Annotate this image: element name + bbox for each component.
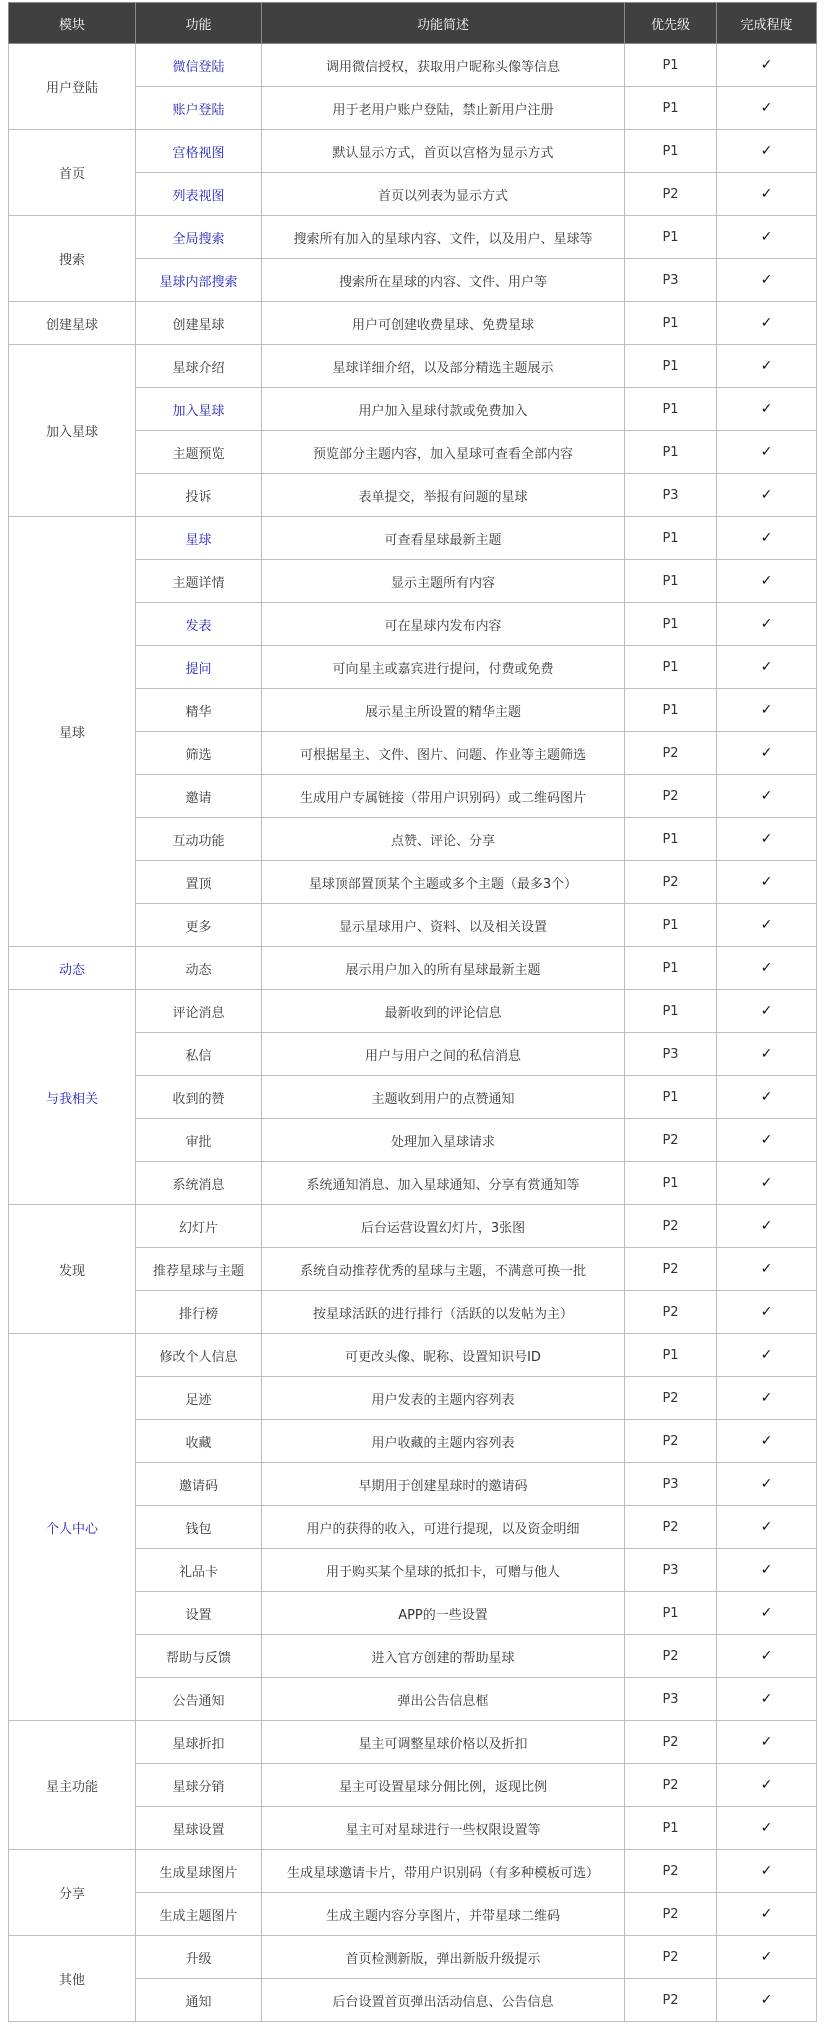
table-row — [9, 216, 817, 259]
table-row — [9, 345, 817, 388]
module-cell[interactable]: 个人中心 — [9, 1334, 136, 1721]
feature-cell: 系统消息 — [136, 1162, 262, 1205]
check-icon: ✓ — [717, 1979, 817, 2022]
feature-cell: 通知 — [136, 1979, 262, 2022]
priority-cell: P2 — [625, 1635, 717, 1678]
description-cell: 弹出公告信息框 — [262, 1678, 625, 1721]
feature-table — [8, 2, 817, 2022]
priority-cell: P3 — [625, 1463, 717, 1506]
priority-cell: P1 — [625, 1162, 717, 1205]
check-icon: ✓ — [717, 173, 817, 216]
check-icon: ✓ — [717, 1678, 817, 1721]
feature-link[interactable]: 发表 — [136, 603, 262, 646]
feature-cell: 钱包 — [136, 1506, 262, 1549]
priority-cell: P2 — [625, 775, 717, 818]
feature-link[interactable]: 星球 — [136, 517, 262, 560]
feature-link[interactable]: 列表视图 — [136, 173, 262, 216]
priority-cell: P2 — [625, 1119, 717, 1162]
priority-cell: P1 — [625, 431, 717, 474]
description-cell: 后台运营设置幻灯片，3张图 — [262, 1205, 625, 1248]
module-cell: 创建星球 — [9, 302, 136, 345]
priority-cell: P2 — [625, 1936, 717, 1979]
check-icon: ✓ — [717, 1893, 817, 1936]
priority-cell: P1 — [625, 904, 717, 947]
check-icon: ✓ — [717, 603, 817, 646]
feature-cell: 投诉 — [136, 474, 262, 517]
feature-cell: 邀请码 — [136, 1463, 262, 1506]
priority-cell: P1 — [625, 216, 717, 259]
feature-cell: 星球分销 — [136, 1764, 262, 1807]
check-icon: ✓ — [717, 1764, 817, 1807]
header-module: 模块 — [9, 3, 136, 44]
description-cell: 用户可创建收费星球、免费星球 — [262, 302, 625, 345]
priority-cell: P1 — [625, 44, 717, 87]
feature-cell: 私信 — [136, 1033, 262, 1076]
check-icon: ✓ — [717, 216, 817, 259]
priority-cell: P1 — [625, 646, 717, 689]
table-row — [9, 517, 817, 560]
check-icon: ✓ — [717, 517, 817, 560]
module-cell[interactable]: 与我相关 — [9, 990, 136, 1205]
description-cell: 生成用户专属链接（带用户识别码）或二维码图片 — [262, 775, 625, 818]
feature-cell: 设置 — [136, 1592, 262, 1635]
priority-cell: P1 — [625, 1334, 717, 1377]
check-icon: ✓ — [717, 1463, 817, 1506]
check-icon: ✓ — [717, 1807, 817, 1850]
priority-cell: P1 — [625, 1807, 717, 1850]
module-cell: 加入星球 — [9, 345, 136, 517]
description-cell: 处理加入星球请求 — [262, 1119, 625, 1162]
module-cell: 其他 — [9, 1936, 136, 2022]
check-icon: ✓ — [717, 1549, 817, 1592]
table-body — [9, 44, 817, 2022]
description-cell: 可更改头像、昵称、设置知识号ID — [262, 1334, 625, 1377]
check-icon: ✓ — [717, 431, 817, 474]
feature-cell: 置顶 — [136, 861, 262, 904]
description-cell: APP的一些设置 — [262, 1592, 625, 1635]
feature-cell: 精华 — [136, 689, 262, 732]
priority-cell: P2 — [625, 1893, 717, 1936]
priority-cell: P2 — [625, 861, 717, 904]
check-icon: ✓ — [717, 1119, 817, 1162]
check-icon: ✓ — [717, 1635, 817, 1678]
feature-cell: 排行榜 — [136, 1291, 262, 1334]
check-icon: ✓ — [717, 130, 817, 173]
priority-cell: P3 — [625, 1549, 717, 1592]
table-row — [9, 990, 817, 1033]
check-icon: ✓ — [717, 1334, 817, 1377]
feature-cell: 帮助与反馈 — [136, 1635, 262, 1678]
description-cell: 后台设置首页弹出活动信息、公告信息 — [262, 1979, 625, 2022]
description-cell: 进入官方创建的帮助星球 — [262, 1635, 625, 1678]
feature-cell: 收到的赞 — [136, 1076, 262, 1119]
check-icon: ✓ — [717, 1291, 817, 1334]
feature-cell: 收藏 — [136, 1420, 262, 1463]
description-cell: 生成星球邀请卡片，带用户识别码（有多种模板可选） — [262, 1850, 625, 1893]
priority-cell: P2 — [625, 1377, 717, 1420]
priority-cell: P2 — [625, 1850, 717, 1893]
feature-cell: 筛选 — [136, 732, 262, 775]
description-cell: 首页以列表为显示方式 — [262, 173, 625, 216]
description-cell: 按星球活跃的进行排行（活跃的以发帖为主） — [262, 1291, 625, 1334]
description-cell: 星球顶部置顶某个主题或多个主题（最多3个） — [262, 861, 625, 904]
priority-cell: P1 — [625, 302, 717, 345]
description-cell: 早期用于创建星球时的邀请码 — [262, 1463, 625, 1506]
check-icon: ✓ — [717, 474, 817, 517]
priority-cell: P2 — [625, 1205, 717, 1248]
priority-cell: P2 — [625, 173, 717, 216]
check-icon: ✓ — [717, 87, 817, 130]
feature-link[interactable]: 账户登陆 — [136, 87, 262, 130]
header-description: 功能简述 — [262, 3, 625, 44]
check-icon: ✓ — [717, 1205, 817, 1248]
module-cell: 首页 — [9, 130, 136, 216]
description-cell: 星球详细介绍，以及部分精选主题展示 — [262, 345, 625, 388]
description-cell: 用户收藏的主题内容列表 — [262, 1420, 625, 1463]
check-icon: ✓ — [717, 560, 817, 603]
check-icon: ✓ — [717, 775, 817, 818]
feature-cell: 推荐星球与主题 — [136, 1248, 262, 1291]
priority-cell: P1 — [625, 388, 717, 431]
description-cell: 用户与用户之间的私信消息 — [262, 1033, 625, 1076]
description-cell: 可查看星球最新主题 — [262, 517, 625, 560]
feature-link[interactable]: 星球内部搜索 — [136, 259, 262, 302]
check-icon: ✓ — [717, 1076, 817, 1119]
priority-cell: P1 — [625, 1592, 717, 1635]
feature-cell: 足迹 — [136, 1377, 262, 1420]
check-icon: ✓ — [717, 44, 817, 87]
description-cell: 星主可调整星球价格以及折扣 — [262, 1721, 625, 1764]
priority-cell: P2 — [625, 1721, 717, 1764]
check-icon: ✓ — [717, 689, 817, 732]
description-cell: 最新收到的评论信息 — [262, 990, 625, 1033]
feature-cell: 幻灯片 — [136, 1205, 262, 1248]
feature-link[interactable]: 加入星球 — [136, 388, 262, 431]
description-cell: 可向星主或嘉宾进行提问，付费或免费 — [262, 646, 625, 689]
priority-cell: P1 — [625, 130, 717, 173]
feature-cell: 审批 — [136, 1119, 262, 1162]
description-cell: 展示用户加入的所有星球最新主题 — [262, 947, 625, 990]
table-row — [9, 1721, 817, 1764]
priority-cell: P2 — [625, 1291, 717, 1334]
description-cell: 显示主题所有内容 — [262, 560, 625, 603]
check-icon: ✓ — [717, 1850, 817, 1893]
description-cell: 用于购买某个星球的抵扣卡，可赠与他人 — [262, 1549, 625, 1592]
description-cell: 星主可对星球进行一些权限设置等 — [262, 1807, 625, 1850]
description-cell: 点赞、评论、分享 — [262, 818, 625, 861]
table-row — [9, 1334, 817, 1377]
feature-link[interactable]: 全局搜索 — [136, 216, 262, 259]
description-cell: 系统通知消息、加入星球通知、分享有赏通知等 — [262, 1162, 625, 1205]
description-cell: 默认显示方式，首页以宫格为显示方式 — [262, 130, 625, 173]
check-icon: ✓ — [717, 1162, 817, 1205]
check-icon: ✓ — [717, 1033, 817, 1076]
description-cell: 主题收到用户的点赞通知 — [262, 1076, 625, 1119]
module-cell[interactable]: 动态 — [9, 947, 136, 990]
module-cell: 分享 — [9, 1850, 136, 1936]
description-cell: 可根据星主、文件、图片、问题、作业等主题筛选 — [262, 732, 625, 775]
priority-cell: P1 — [625, 818, 717, 861]
priority-cell: P1 — [625, 603, 717, 646]
header-completion: 完成程度 — [717, 3, 817, 44]
priority-cell: P2 — [625, 732, 717, 775]
priority-cell: P1 — [625, 345, 717, 388]
description-cell: 调用微信授权，获取用户昵称头像等信息 — [262, 44, 625, 87]
priority-cell: P3 — [625, 1033, 717, 1076]
feature-cell: 生成主题图片 — [136, 1893, 262, 1936]
description-cell: 用户加入星球付款或免费加入 — [262, 388, 625, 431]
feature-cell: 生成星球图片 — [136, 1850, 262, 1893]
description-cell: 展示星主所设置的精华主题 — [262, 689, 625, 732]
module-cell: 发现 — [9, 1205, 136, 1334]
table-row — [9, 1850, 817, 1893]
table-row — [9, 1205, 817, 1248]
description-cell: 预览部分主题内容，加入星球可查看全部内容 — [262, 431, 625, 474]
description-cell: 首页检测新版，弹出新版升级提示 — [262, 1936, 625, 1979]
feature-cell: 升级 — [136, 1936, 262, 1979]
description-cell: 用户的获得的收入，可进行提现，以及资金明细 — [262, 1506, 625, 1549]
priority-cell: P3 — [625, 474, 717, 517]
header-feature: 功能 — [136, 3, 262, 44]
priority-cell: P2 — [625, 1506, 717, 1549]
check-icon: ✓ — [717, 861, 817, 904]
check-icon: ✓ — [717, 947, 817, 990]
description-cell: 显示星球用户、资料、以及相关设置 — [262, 904, 625, 947]
feature-cell: 礼品卡 — [136, 1549, 262, 1592]
table-row — [9, 302, 817, 345]
description-cell: 表单提交，举报有问题的星球 — [262, 474, 625, 517]
description-cell: 系统自动推荐优秀的星球与主题，不满意可换一批 — [262, 1248, 625, 1291]
feature-cell: 公告通知 — [136, 1678, 262, 1721]
priority-cell: P1 — [625, 1076, 717, 1119]
priority-cell: P1 — [625, 517, 717, 560]
check-icon: ✓ — [717, 1248, 817, 1291]
priority-cell: P2 — [625, 1979, 717, 2022]
check-icon: ✓ — [717, 646, 817, 689]
check-icon: ✓ — [717, 904, 817, 947]
description-cell: 用于老用户账户登陆，禁止新用户注册 — [262, 87, 625, 130]
description-cell: 用户发表的主题内容列表 — [262, 1377, 625, 1420]
check-icon: ✓ — [717, 302, 817, 345]
check-icon: ✓ — [717, 259, 817, 302]
description-cell: 可在星球内发布内容 — [262, 603, 625, 646]
table-row — [9, 947, 817, 990]
priority-cell: P1 — [625, 990, 717, 1033]
description-cell: 搜索所有加入的星球内容、文件，以及用户、星球等 — [262, 216, 625, 259]
description-cell: 搜索所在星球的内容、文件、用户等 — [262, 259, 625, 302]
check-icon: ✓ — [717, 1592, 817, 1635]
priority-cell: P3 — [625, 259, 717, 302]
module-cell: 搜索 — [9, 216, 136, 302]
feature-cell: 主题详情 — [136, 560, 262, 603]
priority-cell: P2 — [625, 1248, 717, 1291]
check-icon: ✓ — [717, 1721, 817, 1764]
description-cell: 生成主题内容分享图片，并带星球二维码 — [262, 1893, 625, 1936]
check-icon: ✓ — [717, 732, 817, 775]
check-icon: ✓ — [717, 345, 817, 388]
feature-cell: 评论消息 — [136, 990, 262, 1033]
description-cell: 星主可设置星球分佣比例，返现比例 — [262, 1764, 625, 1807]
priority-cell: P1 — [625, 947, 717, 990]
feature-cell: 创建星球 — [136, 302, 262, 345]
feature-cell: 互动功能 — [136, 818, 262, 861]
feature-cell: 更多 — [136, 904, 262, 947]
table-row — [9, 130, 817, 173]
feature-link[interactable]: 提问 — [136, 646, 262, 689]
module-cell: 星主功能 — [9, 1721, 136, 1850]
feature-cell: 星球介绍 — [136, 345, 262, 388]
feature-link[interactable]: 微信登陆 — [136, 44, 262, 87]
feature-link[interactable]: 宫格视图 — [136, 130, 262, 173]
priority-cell: P1 — [625, 560, 717, 603]
priority-cell: P2 — [625, 1420, 717, 1463]
check-icon: ✓ — [717, 1420, 817, 1463]
check-icon: ✓ — [717, 818, 817, 861]
priority-cell: P3 — [625, 1678, 717, 1721]
check-icon: ✓ — [717, 1936, 817, 1979]
feature-cell: 星球折扣 — [136, 1721, 262, 1764]
priority-cell: P2 — [625, 1764, 717, 1807]
feature-cell: 修改个人信息 — [136, 1334, 262, 1377]
priority-cell: P1 — [625, 689, 717, 732]
check-icon: ✓ — [717, 388, 817, 431]
table-row — [9, 1936, 817, 1979]
check-icon: ✓ — [717, 990, 817, 1033]
feature-cell: 邀请 — [136, 775, 262, 818]
feature-cell: 动态 — [136, 947, 262, 990]
module-cell: 星球 — [9, 517, 136, 947]
check-icon: ✓ — [717, 1506, 817, 1549]
priority-cell: P1 — [625, 87, 717, 130]
header-row — [9, 3, 817, 44]
table-row — [9, 44, 817, 87]
header-priority: 优先级 — [625, 3, 717, 44]
module-cell: 用户登陆 — [9, 44, 136, 130]
feature-cell: 主题预览 — [136, 431, 262, 474]
feature-cell: 星球设置 — [136, 1807, 262, 1850]
check-icon: ✓ — [717, 1377, 817, 1420]
